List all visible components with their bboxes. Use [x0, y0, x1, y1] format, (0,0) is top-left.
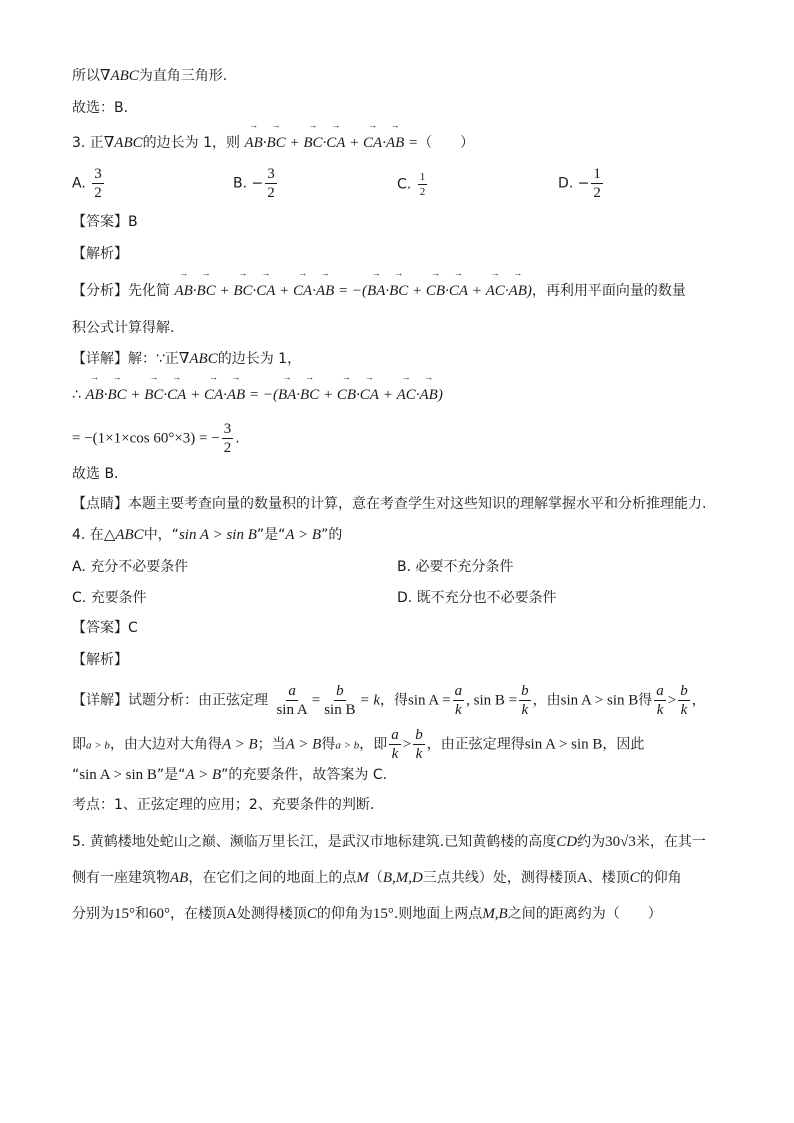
- triangle-label: ∇ABC: [100, 68, 139, 84]
- text: 的仰角: [639, 870, 682, 886]
- math: M,B: [482, 906, 508, 922]
- denominator: 2: [94, 185, 102, 201]
- denominator: 2: [223, 440, 232, 456]
- text: ，再利用平面向量的数量: [531, 283, 686, 299]
- question-number: 3. 正: [72, 135, 104, 151]
- q4-answer: [72, 618, 138, 638]
- answer-blank: （ ）: [418, 135, 475, 151]
- denominator: 2: [419, 186, 426, 198]
- triangle-label: ∇ABC: [103, 135, 143, 151]
- option-text: 既不充分也不必要条件: [416, 590, 557, 606]
- math: =: [311, 692, 321, 709]
- q5-stem-line2: [72, 868, 682, 888]
- q3-stem: [72, 133, 474, 153]
- numerator: a: [288, 683, 296, 699]
- denominator: k: [656, 702, 664, 718]
- text: ”的充要条件，故答案为 C.: [221, 767, 388, 783]
- sign: −: [577, 175, 590, 192]
- text: 三点共线）处，测得楼顶: [422, 870, 577, 886]
- text: 侧有一座建筑物: [72, 870, 170, 886]
- fraction: [591, 166, 603, 201]
- triangle-label: ∇ABC: [178, 351, 218, 367]
- math: AB: [170, 870, 189, 886]
- math: A > B: [221, 736, 258, 753]
- math: 15°: [372, 906, 394, 922]
- text: ，由: [532, 692, 561, 709]
- q4-option-b: [397, 556, 514, 576]
- numerator: b: [680, 683, 688, 699]
- answer-value: B: [128, 214, 138, 230]
- text: 处测得楼顶: [236, 906, 307, 922]
- math: = k: [359, 692, 380, 709]
- q4-detail-line3: [72, 765, 387, 785]
- math: 30√3: [605, 834, 636, 850]
- option-label: D.: [397, 590, 413, 606]
- q3-option-a: [72, 166, 106, 201]
- denominator: 2: [593, 185, 601, 201]
- text: ，由正弦定理得: [426, 736, 525, 753]
- sign: −: [251, 175, 264, 192]
- text: 中，“: [143, 527, 179, 543]
- q4-detail-line1: [72, 683, 706, 718]
- q3-comment: [72, 494, 706, 514]
- denominator: k: [521, 702, 529, 718]
- triangle-label: △ABC: [103, 527, 144, 543]
- vector-expression: → AB·→ BC + → BC·→ CA + → CA·→ AB = −(→ BA·→ BC + → CB·→ CA + → AC·→ AB): [174, 283, 531, 299]
- option-label: D.: [558, 175, 574, 192]
- math: A > B: [185, 767, 222, 783]
- q3-answer: [72, 212, 138, 232]
- text: ，: [691, 692, 706, 709]
- denominator: sin A: [276, 702, 308, 718]
- fraction: [92, 166, 104, 201]
- answer-value: C: [128, 620, 138, 636]
- option-text: 充要条件: [90, 590, 147, 606]
- q4-option-a: [72, 556, 188, 576]
- denominator: 2: [267, 185, 275, 201]
- previous-answer: 故选：B.: [72, 100, 129, 116]
- q3-option-b: [233, 166, 279, 201]
- q4-option-d: [397, 587, 557, 607]
- math: >: [402, 736, 412, 753]
- math: sin A > sin B: [560, 692, 639, 709]
- fraction: [678, 683, 690, 718]
- numerator: b: [521, 683, 529, 699]
- therefore-symbol: ∴: [72, 387, 81, 403]
- math: C: [306, 906, 317, 922]
- text: ；当: [257, 736, 286, 753]
- math: sin A =: [407, 692, 451, 709]
- fraction: [453, 683, 465, 718]
- text: ”是“: [156, 767, 186, 783]
- text: 、楼顶: [587, 870, 630, 886]
- text: 解：∵正: [128, 351, 179, 367]
- denominator: k: [391, 746, 399, 762]
- text: 约为: [577, 834, 606, 850]
- text: 和: [135, 906, 149, 922]
- math: >: [667, 692, 677, 709]
- vector-expression: → AB·→ BC + → BC·→ CA + → CA·→ AB = −(→ BA·→ BC + → CB·→ CA + → AC·→ AB): [85, 387, 442, 403]
- math: a > b: [86, 739, 110, 752]
- math: A > B: [285, 736, 322, 753]
- text: “: [72, 767, 80, 783]
- fraction: [413, 727, 425, 762]
- math: a > b: [335, 739, 360, 752]
- math: 60°: [149, 906, 170, 922]
- text: 得: [638, 692, 653, 709]
- text: 分别为: [72, 906, 114, 922]
- detail-tag: 【详解】: [72, 351, 128, 367]
- vector-expression: → AB·→ BC + → BC·→ CA + → CA·→ AB =: [244, 135, 418, 151]
- numerator: a: [454, 683, 463, 699]
- text: 5. 黄鹤楼地处蛇山之巅、濒临万里长江，是武汉市地标建筑.已知黄鹤楼的高度: [72, 834, 557, 850]
- text: 的仰角为: [316, 906, 373, 922]
- text: 的边长为 1，则: [142, 135, 240, 151]
- option-label: B.: [233, 175, 248, 192]
- math: B,M,D: [382, 870, 423, 886]
- option-label: A.: [72, 175, 86, 192]
- fraction: [519, 683, 531, 718]
- q4-option-c: [72, 587, 147, 607]
- fraction: [222, 421, 234, 456]
- numerator: 1: [419, 171, 426, 183]
- q5-stem-line3: [72, 904, 662, 924]
- text: 的边长为 1，: [217, 351, 302, 367]
- text: 为直角三角形.: [138, 68, 228, 84]
- math: A > B: [285, 527, 322, 543]
- text: 试题分析：由正弦定理: [128, 692, 268, 709]
- math: M: [356, 870, 369, 886]
- numerator: 1: [593, 166, 601, 182]
- text: ”的: [321, 527, 343, 543]
- text: （: [368, 870, 383, 886]
- text: 4. 在: [72, 527, 104, 543]
- text: ，得: [379, 692, 408, 709]
- text: .: [235, 430, 240, 447]
- option-label: B.: [397, 559, 412, 575]
- option-label: C.: [72, 590, 87, 606]
- answer-tag: 【答案】: [72, 214, 128, 230]
- q3-option-d: [558, 166, 605, 201]
- text: .则地面上两点: [393, 906, 483, 922]
- text: ，由大边对大角得: [109, 736, 222, 753]
- option-text: 充分不必要条件: [90, 559, 189, 575]
- option-label: C.: [397, 176, 412, 193]
- calc-expression: = −(1×1×cos 60°×3) = −: [72, 430, 220, 447]
- q4-detail-line2: [72, 727, 644, 762]
- q3-analysis-tag: 【解析】: [72, 246, 128, 262]
- text: 之间的距离约为（ ）: [507, 906, 662, 922]
- fraction: [418, 171, 428, 198]
- denominator: sin B: [324, 702, 356, 718]
- math: CD: [556, 834, 578, 850]
- denominator: k: [680, 702, 688, 718]
- q3-derivation: [72, 385, 443, 405]
- fraction: [322, 683, 357, 718]
- math: sin A > sin B: [79, 767, 157, 783]
- fraction: [654, 683, 666, 718]
- numerator: 3: [267, 166, 275, 182]
- math: 15°: [114, 906, 135, 922]
- numerator: 3: [223, 421, 232, 437]
- option-text: 必要不充分条件: [415, 559, 514, 575]
- q5-stem-line1: [72, 832, 706, 852]
- q3-choose: 故选 B．: [72, 466, 129, 482]
- math: sin A > sin B: [524, 736, 603, 753]
- previous-conclusion: [72, 66, 227, 86]
- fraction: [274, 683, 309, 718]
- fenxi-tag: 【分析】: [72, 283, 128, 299]
- numerator: 3: [94, 166, 102, 182]
- math: , sin B =: [466, 692, 518, 709]
- option-label: A.: [72, 559, 86, 575]
- math: A: [576, 870, 588, 886]
- comment-tag: 【点睛】: [72, 496, 128, 512]
- numerator: b: [415, 727, 423, 743]
- math: sin A > sin B: [178, 527, 257, 543]
- denominator: k: [415, 746, 423, 762]
- text: 即: [72, 736, 86, 753]
- q3-detail: [72, 349, 301, 369]
- text: 所以: [72, 68, 100, 84]
- text: ”是“: [256, 527, 286, 543]
- numerator: a: [656, 683, 664, 699]
- detail-tag: 【详解】: [72, 692, 128, 709]
- text: 米，在其一: [635, 834, 706, 850]
- math: A: [226, 906, 237, 922]
- q3-fenxi-cont: 积公式计算得解.: [72, 320, 175, 336]
- numerator: a: [391, 727, 399, 743]
- q3-calculation: [72, 421, 240, 456]
- text: 得: [321, 736, 336, 753]
- text: ，在楼顶: [170, 906, 226, 922]
- text: 本题主要考查向量的数量积的计算，意在考查学生对这些知识的理解掌握水平和分析推理能力.: [128, 496, 707, 512]
- text: ，因此: [602, 736, 645, 753]
- q4-stem: [72, 525, 342, 545]
- numerator: b: [336, 683, 344, 699]
- text: ，在它们之间的地面上的点: [188, 870, 357, 886]
- denominator: k: [455, 702, 462, 718]
- answer-tag: 【答案】: [72, 620, 128, 636]
- math: C: [629, 870, 640, 886]
- fraction: [389, 727, 401, 762]
- q3-option-c: [397, 171, 429, 198]
- q4-kaodian: 考点：1、正弦定理的应用；2、充要条件的判断.: [72, 797, 375, 813]
- fraction: [265, 166, 277, 201]
- q4-analysis-tag: 【解析】: [72, 652, 128, 668]
- q3-fenxi: [72, 281, 686, 301]
- text: ，即: [359, 736, 388, 753]
- text: 先化简: [128, 283, 170, 299]
